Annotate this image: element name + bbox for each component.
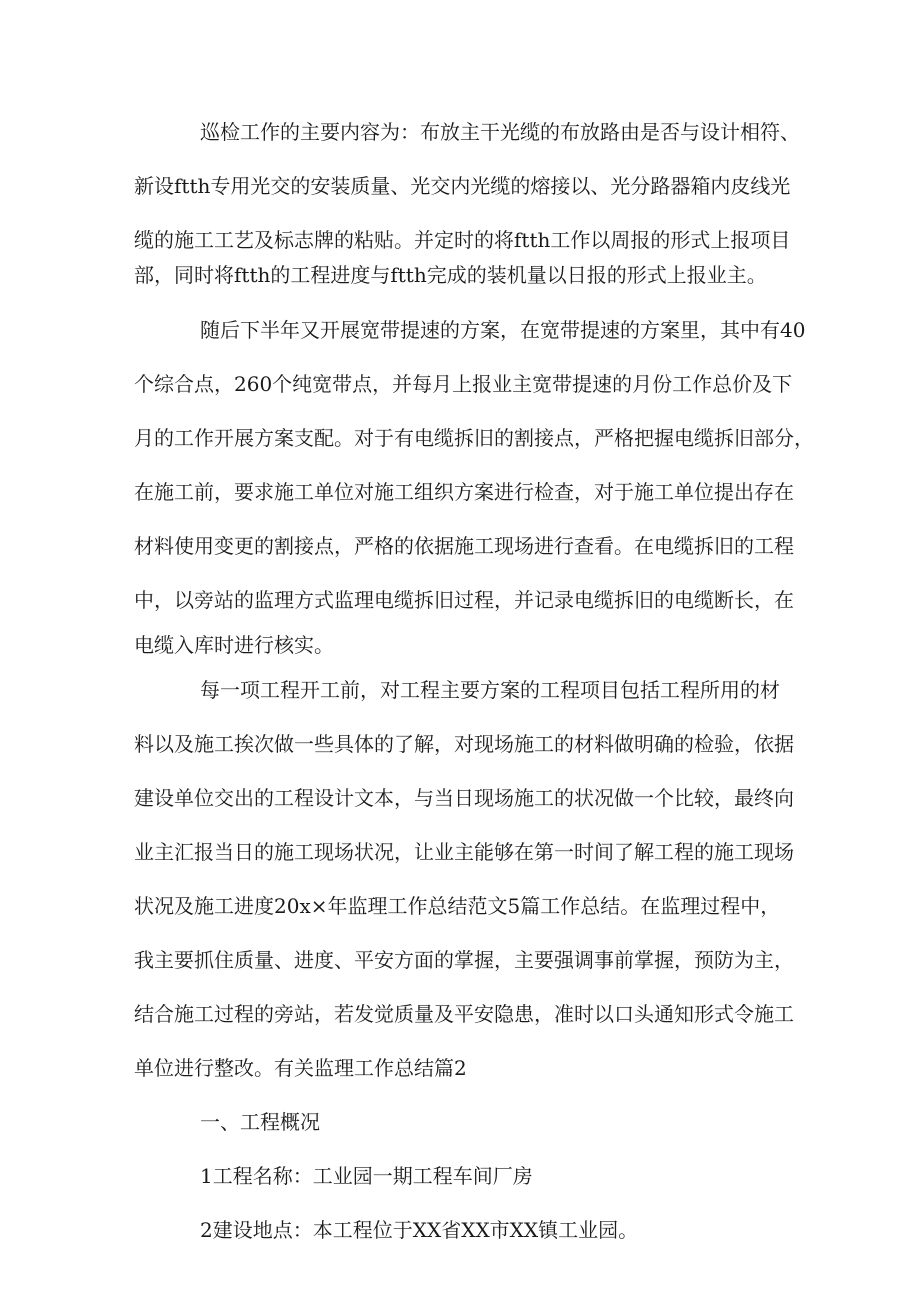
paragraph-1-line-4: 部，同时将ftth的工程进度与ftth完成的装机量以日报的形式上报业主。: [134, 263, 767, 287]
paragraph-1-line-2: 新设ftth专用光交的安装质量、光交内光缆的熔接以、光分路器箱内皮线光: [134, 174, 791, 198]
section-heading: 一、工程概况: [200, 1110, 320, 1134]
paragraph-3-line-7: 结合施工过程的旁站，若发觉质量及平安隐患，准时以口头通知形式令施工: [134, 1002, 794, 1026]
paragraph-3-line-2: 料以及施工挨次做一些具体的了解，对现场施工的材料做明确的检验，依据: [134, 732, 794, 756]
paragraph-3-line-6: 我主要抓住质量、进度、平安方面的掌握，主要强调事前掌握，预防为主，: [134, 948, 794, 972]
paragraph-3-line-4: 业主汇报当日的施工现场状况，让业主能够在第一时间了解工程的施工现场: [134, 840, 794, 864]
paragraph-3-line-1: 每一项工程开工前，对工程主要方案的工程项目包括工程所用的材: [200, 678, 780, 702]
paragraph-2-line-1: 随后下半年又开展宽带提速的方案，在宽带提速的方案里，其中有40: [200, 318, 806, 342]
paragraph-3-line-5: 状况及施工进度20x×年监理工作总结范文5篇工作总结。在监理过程中，: [134, 894, 781, 918]
paragraph-3-line-8: 单位进行整改。有关监理工作总结篇2: [134, 1056, 467, 1080]
paragraph-3-line-3: 建设单位交出的工程设计文本，与当日现场施工的状况做一个比较，最终向: [134, 786, 794, 810]
paragraph-2-line-5: 材料使用变更的割接点，严格的依据施工现场进行查看。在电缆拆旧的工程: [134, 534, 794, 558]
project-name-item: 1工程名称：工业园一期工程车间厂房: [200, 1164, 533, 1188]
paragraph-2-line-2: 个综合点，260个纯宽带点，并每月上报业主宽带提速的月份工作总价及下: [134, 372, 793, 396]
paragraph-2-line-4: 在施工前，要求施工单位对施工组织方案进行检查，对于施工单位提出存在: [134, 480, 794, 504]
project-location-item: 2建设地点：本工程位于XX省XX市XX镇工业园。: [200, 1218, 639, 1242]
paragraph-2-line-3: 月的工作开展方案支配。对于有电缆拆旧的割接点，严格把握电缆拆旧部分，: [134, 426, 814, 450]
paragraph-1-line-3: 缆的施工工艺及标志牌的粘贴。并定时的将ftth工作以周报的形式上报项目: [134, 228, 791, 252]
paragraph-1-line-1: 巡检工作的主要内容为：布放主干光缆的布放路由是否与设计相符、: [200, 120, 800, 144]
paragraph-2-line-6: 中，以旁站的监理方式监理电缆拆旧过程，并记录电缆拆旧的电缆断长，在: [134, 588, 794, 612]
paragraph-2-line-7: 电缆入库时进行核实。: [134, 633, 334, 657]
